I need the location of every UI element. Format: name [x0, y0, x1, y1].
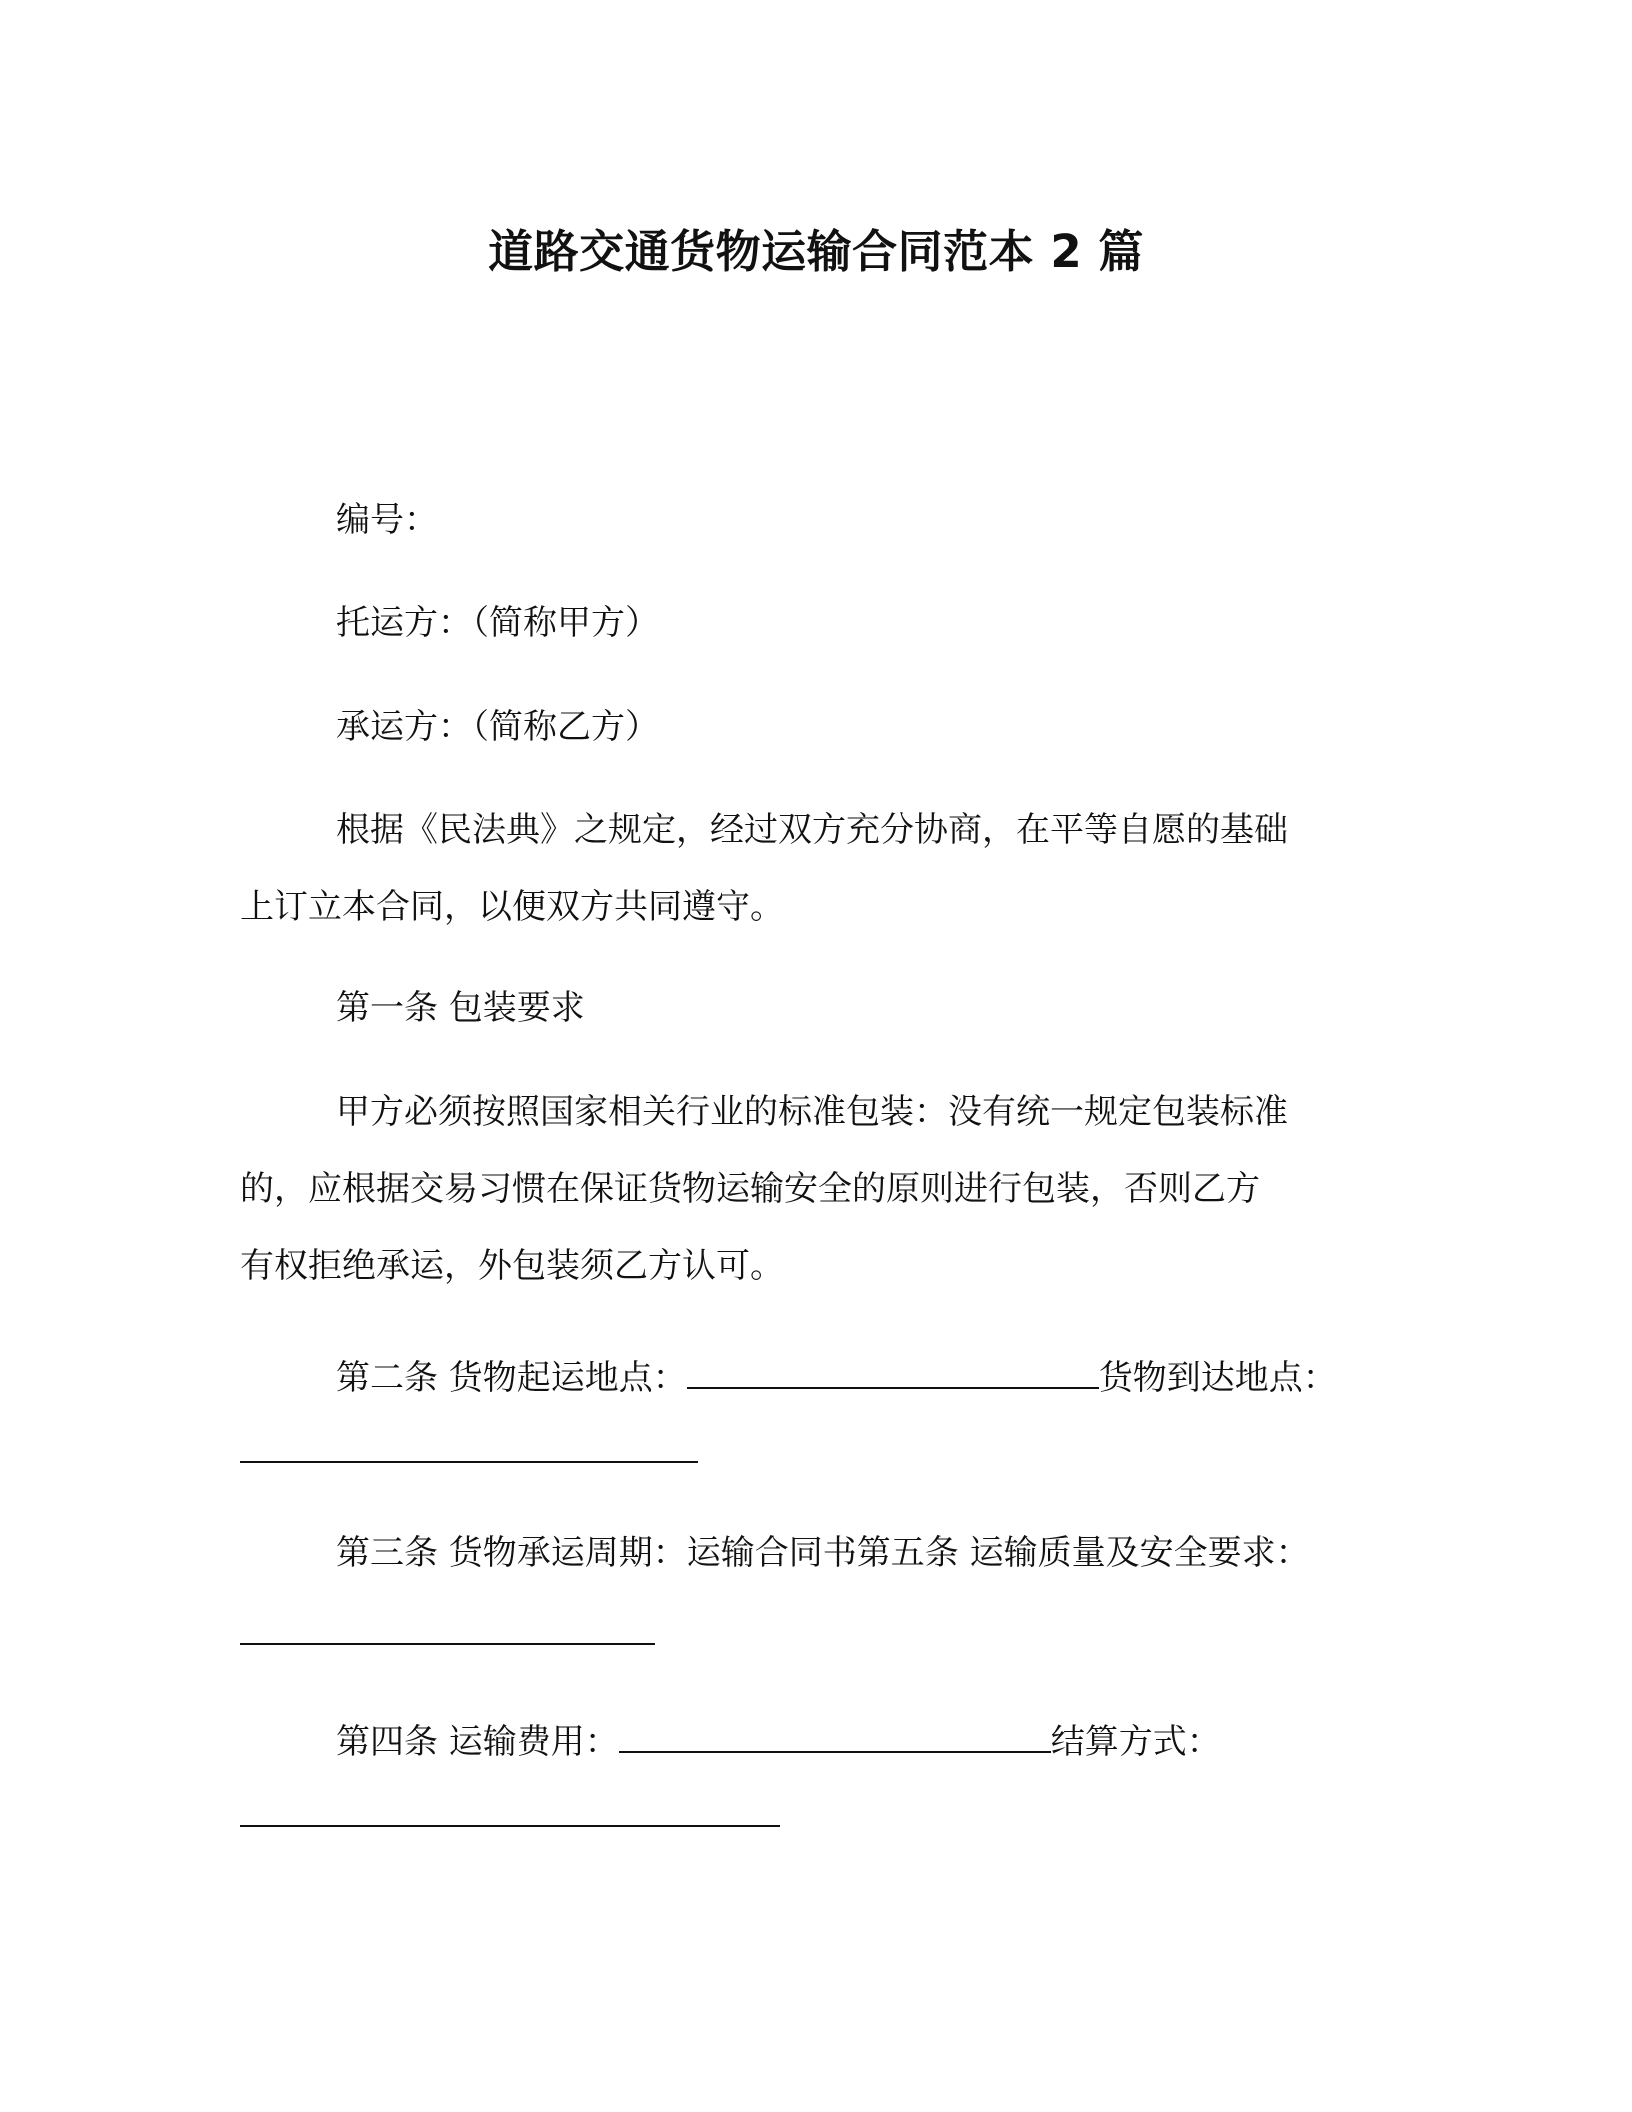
- article-4-settlement-label: 结算方式：: [1050, 1722, 1221, 1762]
- article-1-line-2: 的，应根据交易习惯在保证货物运输安全的原则进行包装，否则乙方: [240, 1169, 1260, 1209]
- article-3-line: 第三条 货物承运周期：运输合同书第五条 运输质量及安全要求：: [336, 1533, 1310, 1573]
- preamble-line-1: 根据《民法典》之规定，经过双方充分协商，在平等自愿的基础: [336, 810, 1288, 850]
- article-1-heading: 第一条 包装要求: [336, 988, 585, 1028]
- article-1-line-3: 有权拒绝承运，外包装须乙方认可。: [240, 1246, 784, 1286]
- fee-blank[interactable]: [619, 1713, 1051, 1753]
- document-title: 道路交通货物运输合同范本 2 篇: [488, 225, 1144, 278]
- article-1-line-1: 甲方必须按照国家相关行业的标准包装：没有统一规定包装标准: [336, 1092, 1288, 1132]
- contract-number-label: 编号：: [336, 500, 438, 540]
- article-2-line: [336, 1349, 1337, 1401]
- origin-blank[interactable]: [687, 1349, 1099, 1389]
- consignor-line: 托运方：（简称甲方）: [336, 603, 659, 643]
- settlement-blank[interactable]: [240, 1825, 780, 1827]
- destination-blank[interactable]: [240, 1461, 698, 1463]
- article-2-origin-label: 第二条 货物起运地点：: [336, 1358, 687, 1398]
- carrier-line: 承运方：（简称乙方）: [336, 707, 659, 747]
- article-4-fee-label: 第四条 运输费用：: [336, 1722, 619, 1762]
- preamble-line-2: 上订立本合同，以便双方共同遵守。: [240, 887, 784, 927]
- article-4-line: [336, 1713, 1221, 1765]
- article-2-destination-label: 货物到达地点：: [1098, 1358, 1337, 1398]
- quality-requirements-blank[interactable]: [240, 1643, 655, 1645]
